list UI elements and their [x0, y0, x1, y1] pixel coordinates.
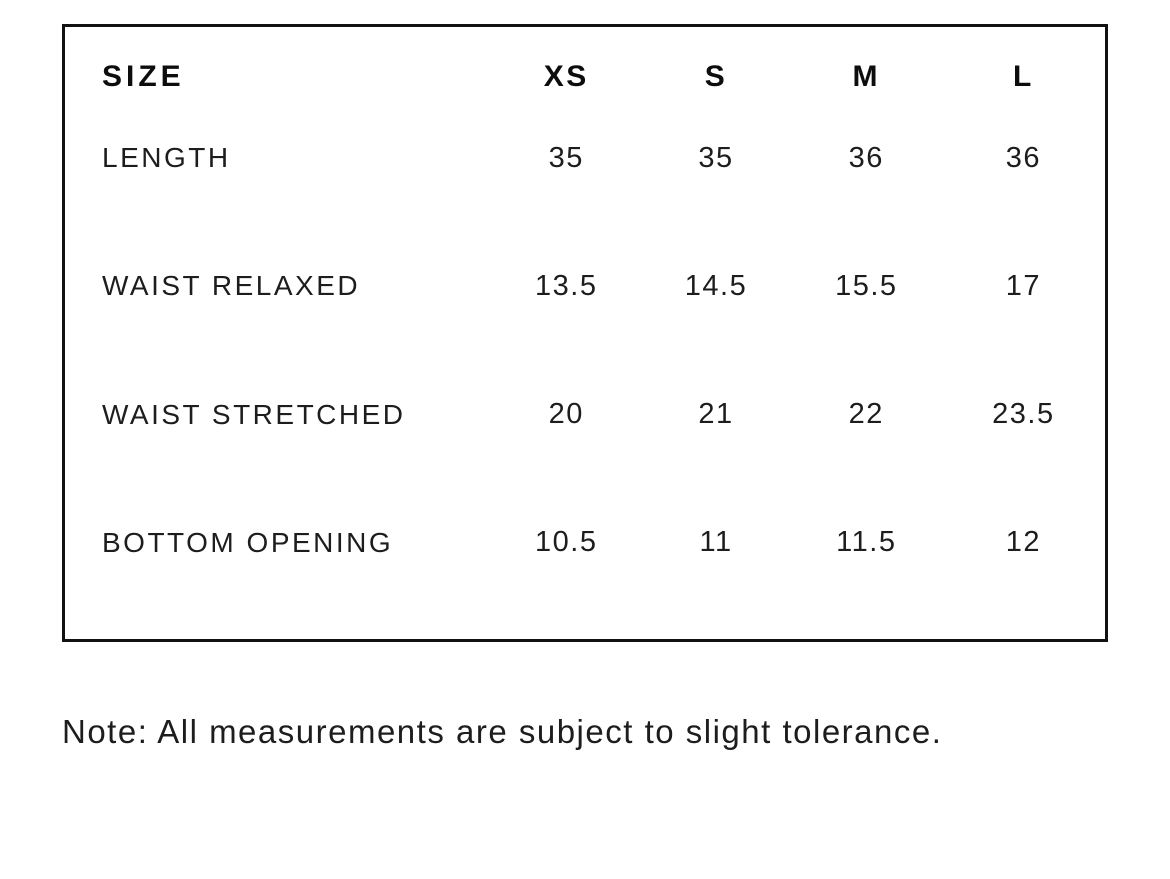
cell-value: 36: [1005, 141, 1041, 174]
size-header-m: M: [852, 60, 881, 93]
row-label: WAIST RELAXED: [102, 270, 361, 302]
cell-value: 15.5: [835, 269, 898, 302]
cell-value: 14.5: [684, 269, 748, 302]
size-column-header: SIZE: [102, 60, 185, 93]
size-header-xs: XS: [543, 60, 589, 93]
table-row-waist-stretched: [65, 351, 1105, 479]
table-row-bottom-opening: [65, 479, 1105, 607]
cell-value: 35: [548, 141, 584, 174]
row-label: BOTTOM OPENING: [102, 526, 394, 558]
cell-value: 12: [1005, 526, 1041, 559]
cell-value: 11: [699, 526, 733, 559]
size-chart-box: [62, 24, 1108, 642]
tolerance-note: Note: All measurements are subject to slight tolerance.: [62, 713, 943, 750]
row-label: LENGTH: [102, 142, 231, 174]
size-chart-header-row: [65, 60, 1105, 94]
cell-value: 36: [848, 141, 884, 174]
size-header-l: L: [1012, 60, 1034, 93]
size-header-s: S: [704, 60, 728, 93]
cell-value: 23.5: [992, 398, 1055, 431]
table-row-waist-relaxed: [65, 222, 1105, 350]
table-row-length: [65, 94, 1105, 222]
size-chart-table: [65, 60, 1105, 607]
cell-value: 13.5: [535, 269, 598, 302]
cell-value: 35: [698, 141, 734, 174]
cell-value: 11.5: [836, 526, 897, 559]
cell-value: 20: [548, 398, 584, 431]
cell-value: 21: [698, 398, 734, 431]
cell-value: 17: [1005, 269, 1041, 302]
cell-value: 10.5: [535, 526, 598, 559]
row-label: WAIST STRETCHED: [102, 398, 406, 430]
cell-value: 22: [848, 398, 884, 431]
